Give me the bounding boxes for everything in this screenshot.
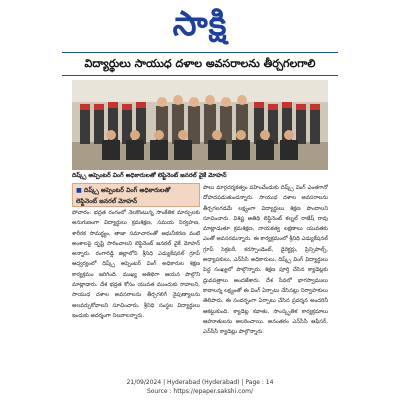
group-photo-image (72, 80, 328, 170)
subhead-line: ■ దిష్క్స్ అప్పెంటర్ వింగ్ అధికారులతో (76, 187, 171, 194)
body-paragraph: పోచారం: భద్రత రంగంలో నెలకొంటున్న సాంకేతిక మార్పులకు అనుగుణంగా విద్యార్థులు క్రమశిక్షణ, సమయ నిర్వహణ, శారీరక సామర్థ్యం, తాజా సమాచారంతో ఆధునీకరణ వంటి అంశాలపై దృష్టి సారించాలని లెఫ్టినెంట్ జనరల్ వైకే మోహన్ అన్నారు. రంగారెడ్డి జిల్లాలోని శ్రీనిధి ఎడ్యుకేషనల్ గ్రూప్ ఆధ్వర్యంలో దిష్క్స్ అప్పెంటర్ వింగ్ అధికారుల శిక్షణ కార్యక్రమం జరిగింది. ముఖ్య అతిథిగా ఆయన పాల్గొని మాట్లాడారు. దేశ భద్రత కోసం యువత ముందుకు రావాలని, సాయుధ దళాల అవసరాలను తీర్చగలిగే నైపుణ్యాలను అలవర్చుకోవాలని సూచించారు. శ్రీనిధి సంస్థల విద్యార్థులు ఇందుకు ఆదర్శంగా నిలవాలన్నారు. (72, 210, 200, 319)
newspaper-masthead (0, 4, 400, 44)
article-subhead (72, 183, 200, 207)
body-paragraph: పాలు మార్గదర్శకత్వం వహించేందుకు దిష్క్స్ వింగ్ ఎంతగానో దోహదపడుతుందన్నారు. సాయుధ దళాల అవసరాలను తీర్చగలగడమే లక్ష్యంగా విద్యార్థులు శిక్షణ పొందాలని సూచించారు. విశిష్ట అతిథి లెఫ్టినెంట్ కల్నల్ రాజేష్ రావు మాట్లాడుతూ క్రమశిక్షణ, నాయకత్వ లక్షణాలు యువతకు ఎంతో అవసరమన్నారు. ఈ కార్యక్రమంలో శ్రీనిధి ఎడ్యుకేషనల్ గ్రూప్ సెక్రటరీ, కరస్పాండెంట్, డైరెక్టర్లు, ప్రిన్సిపాల్స్, అధ్యాపకులు, ఎన్‌సీసీ అధికారులు, దిష్క్స్ వింగ్ విద్యార్థులు పెద్ద సంఖ్యలో పాల్గొన్నారు. శిక్షణ పూర్తి చేసిన క్యాడెట్లకు ధ్రువపత్రాలు అందజేశారు. దేశ సేవలో భాగస్వాములు కావాలన్న లక్ష్యంతో ఈ వింగ్ ఏర్పాటు చేసినట్లు నిర్వాహకులు తెలిపారు. ఈ సందర్భంగా ఏర్పాటు చేసిన ప్రదర్శన అందరినీ ఆకట్టుకుంది. క్యాడెట్ల కవాతు, సాంస్కృతిక కార్యక్రమాలు ఆహూతులను అలరించాయి. అనంతరం ఎన్‌సీసీ ఆఫీసర్, ఎన్‌సీసీ క్యాడెట్లు పాల్గొన్నారు. (203, 185, 328, 336)
bullet-icon: ■ (76, 187, 85, 194)
photo-caption: దిష్క్స్ అప్పెంటర్ వింగ్ అధికారులతో లెఫ్టినెంట్ జనరల్ వైకే మోహన్ (72, 172, 227, 179)
source-link[interactable]: Source : https://epaper.sakshi.com/ (146, 388, 254, 395)
masthead-logo: సాక్షి (172, 4, 228, 44)
page-footer (0, 378, 400, 396)
subhead-line: లెఫ్టినెంట్ జనరల్ మోహన్ (76, 198, 138, 205)
article-photo (72, 80, 328, 170)
article-body-right-column (203, 183, 328, 378)
article-headline: విద్యార్థులు సాయుధ దళాల అవసరాలను తీర్చగలగాలి (62, 52, 338, 76)
article-body-left-column (72, 208, 200, 378)
edition-info: 21/09/2024 | Hyderabad (Hyderabad) | Page : 14 (126, 379, 274, 386)
